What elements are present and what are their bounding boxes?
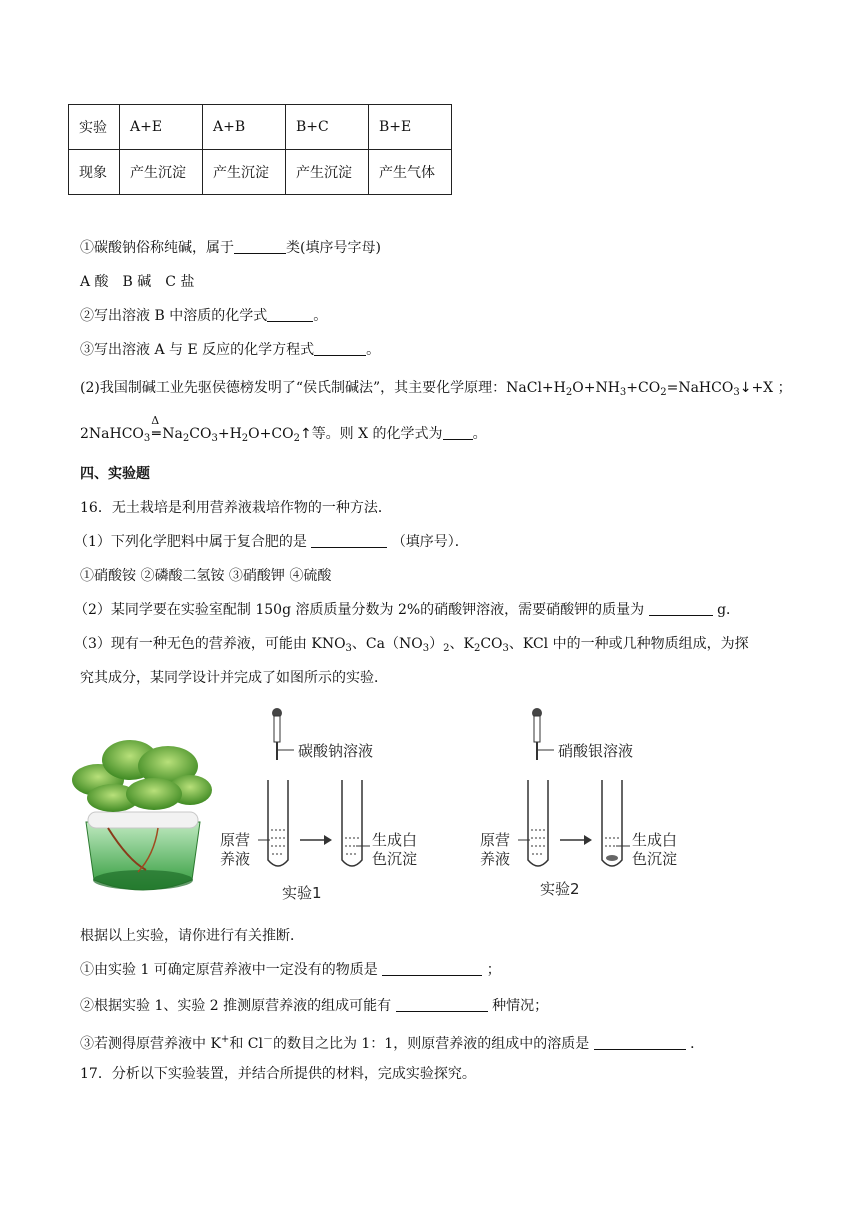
q15-line-3: ③写出溶液 A 与 E 反应的化学方程式 。 [80, 342, 381, 358]
answer-blank[interactable] [396, 997, 488, 1012]
q16-part2: （2）某同学要在实验室配制 150g 溶质质量分数为 2%的硝酸钾溶液，需要硝酸钾的质量为 g． [74, 602, 741, 618]
result-label: 生成白 色沉淀 [372, 831, 418, 868]
reagent-label: 碳酸钠溶液 [298, 742, 374, 760]
q16-part3: （3）现有一种无色的营养液，可能由 $KNO_3$、$Ca(NO_3)_2$、$K_2CO_3$、KCl 中的一种或几种物质组成，为探 [74, 636, 749, 654]
table-cell: 实验 [69, 105, 120, 150]
answer-blank[interactable] [234, 239, 286, 254]
source-label: 原营 养液 [480, 831, 511, 868]
q15-part2: (2)我国制碱工业先驱侯德榜发明了“侯氏制碱法”，其主要化学原理：$NaCl+H_2O+NH_3+CO_2=NaHCO_3↓+X$ ； [80, 380, 792, 398]
q16-options: ①硝酸铵 ②磷酸二氢铵 ③硝酸钾 ④硫酸 [80, 568, 332, 584]
table-row [69, 150, 452, 195]
experiment-table [68, 104, 452, 195]
q16-after-figure: 根据以上实验，请你进行有关推断． [80, 928, 304, 944]
experiment-1-diagram [258, 700, 438, 910]
answer-blank[interactable] [311, 533, 387, 548]
precipitate-arrow-icon: ↓ [739, 380, 752, 396]
answer-blank[interactable] [443, 425, 473, 440]
answer-blank[interactable] [594, 1035, 686, 1050]
heat-equals-icon: Δ ═ [151, 414, 161, 442]
table-cell: 现象 [69, 150, 120, 195]
table-cell: 产生气体 [369, 150, 452, 195]
source-label: 原营 养液 [220, 831, 251, 868]
table-row [69, 105, 452, 150]
q16-answer-2: ②根据实验 1、实验 2 推测原营养液的组成可能有 种情况； [80, 998, 549, 1014]
table-cell: 产生沉淀 [203, 150, 286, 195]
q15-equation-2: 2NaHCO$_3$ Δ ═ $Na_2CO_3+H_2O+CO_2↑$等。则 X 的化学式为 。 [80, 414, 487, 444]
hydroponic-plant-icon [68, 730, 218, 900]
experiment-figure [68, 700, 688, 910]
q16-part1: （1）下列化学肥料中属于复合肥的是 （填序号）． [74, 534, 469, 550]
answer-blank[interactable] [267, 307, 313, 322]
reagent-label: 硝酸银溶液 [558, 742, 634, 760]
q17-intro: 17．分析以下实验装置，并结合所提供的材料，完成实验探究。 [80, 1066, 476, 1082]
table-cell: A+E [120, 105, 203, 150]
answer-blank[interactable] [649, 601, 713, 616]
experiment-caption: 实验2 [540, 880, 580, 898]
answer-blank[interactable] [314, 341, 366, 356]
q16-part3-line2: 究其成分，某同学设计并完成了如图所示的实验． [80, 670, 388, 686]
q15-line-1: ①碳酸钠俗称纯碱，属于 类(填序号字母) [80, 240, 381, 256]
table-cell: A+B [203, 105, 286, 150]
table-cell: 产生沉淀 [286, 150, 369, 195]
q16-intro: 16．无土栽培是利用营养液栽培作物的一种方法． [80, 500, 392, 516]
q16-answer-1: ①由实验 1 可确定原营养液中一定没有的物质是 ； [80, 962, 501, 978]
answer-blank[interactable] [382, 961, 482, 976]
table-cell: B+E [369, 105, 452, 150]
q16-answer-3: ③若测得原营养液中 K+和 Cl－的数目之比为 1：1，则原营养液的组成中的溶质是 ． [80, 1034, 705, 1052]
gas-arrow-icon: ↑ [299, 426, 312, 442]
section-title: 四、实验题 [80, 466, 150, 482]
table-cell: B+C [286, 105, 369, 150]
q15-line-2: ②写出溶液 B 中溶质的化学式 。 [80, 308, 328, 324]
q15-options: A 酸 B 碱 C 盐 [80, 274, 195, 290]
table-cell: 产生沉淀 [120, 150, 203, 195]
result-label: 生成白 色沉淀 [632, 831, 678, 868]
experiment-2-diagram [518, 700, 698, 910]
experiment-caption: 实验1 [282, 884, 322, 902]
